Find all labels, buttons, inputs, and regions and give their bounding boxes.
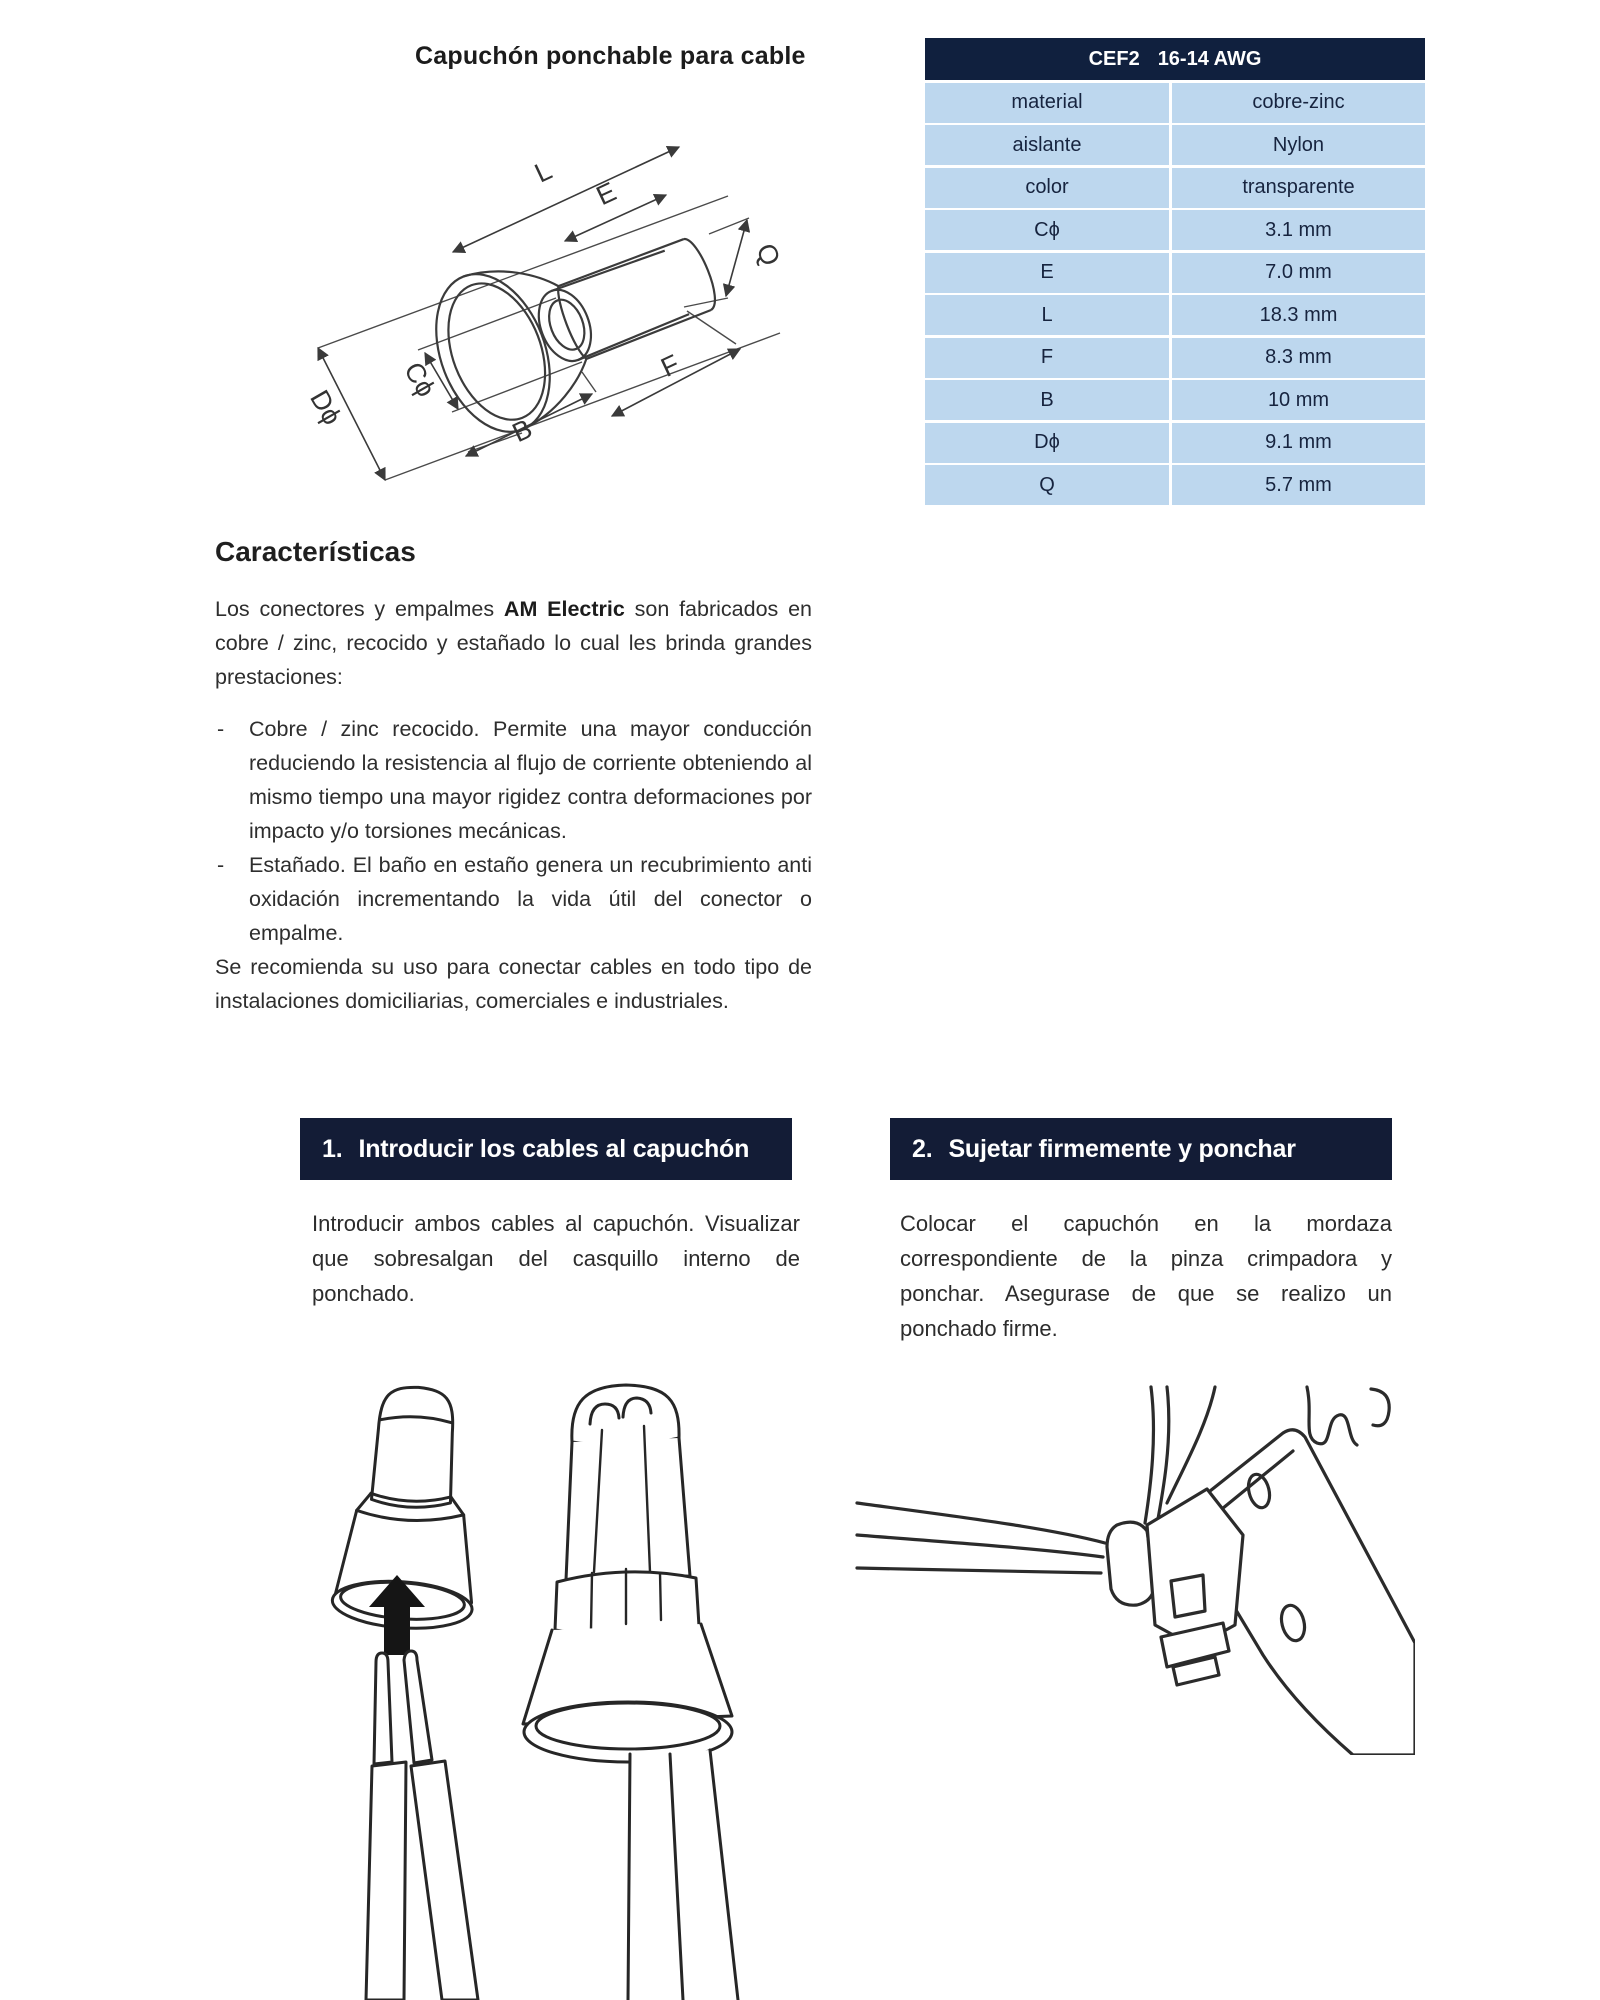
row-label: E xyxy=(925,253,1169,293)
table-row xyxy=(925,210,1425,250)
row-label: B xyxy=(925,380,1169,420)
step2-text: Colocar el capuchón en la mordaza correspondiente de la pinza crimpadora y ponchar. Asegurase de que se realizo un ponchado firme. xyxy=(900,1211,1392,1341)
cap-outline xyxy=(415,194,737,448)
table-row xyxy=(925,295,1425,335)
spec-gauge: 16-14 AWG xyxy=(1157,47,1262,70)
step2-header xyxy=(890,1118,1392,1180)
step2-number: 2. xyxy=(912,1134,933,1163)
table-row xyxy=(925,338,1425,378)
witness-lines xyxy=(318,196,780,480)
dim-label-f: F xyxy=(656,348,685,383)
dim-label-q: Q xyxy=(750,239,787,270)
features-body xyxy=(215,592,812,1036)
row-value: 10 mm xyxy=(1172,380,1425,420)
step1-number: 1. xyxy=(322,1134,343,1163)
table-row xyxy=(925,83,1425,123)
row-label: Dϕ xyxy=(925,423,1169,463)
row-value: cobre-zinc xyxy=(1172,83,1425,123)
row-label: L xyxy=(925,295,1169,335)
row-label: material xyxy=(925,83,1169,123)
row-value: 3.1 mm xyxy=(1172,210,1425,250)
dim-label-e: E xyxy=(591,176,621,212)
row-label: color xyxy=(925,168,1169,208)
step1-title: Introducir los cables al capuchón xyxy=(358,1134,750,1163)
table-row xyxy=(925,253,1425,293)
page-title: Capuchón ponchable para cable xyxy=(415,42,806,70)
features-heading: Características xyxy=(215,536,416,567)
row-label: F xyxy=(925,338,1169,378)
bullet-text: Cobre / zinc recocido. Permite una mayor conducción reduciendo la resistencia al flujo de corriente obteniendo al mismo tiempo una mayor rigidez contra deformaciones por impacto y/o torsiones mecánicas. xyxy=(249,717,812,843)
step1-text: Introducir ambos cables al capuchón. Visualizar que sobresalgan del casquillo interno de ponchado. xyxy=(312,1211,800,1306)
row-value: transparente xyxy=(1172,168,1425,208)
spec-model: CEF2 xyxy=(1088,47,1140,70)
row-value: 5.7 mm xyxy=(1172,465,1425,505)
table-row xyxy=(925,125,1425,165)
cap-assembled-view xyxy=(523,1385,738,2000)
dim-label-dphi: Dϕ xyxy=(304,385,348,430)
table-row xyxy=(925,380,1425,420)
table-row xyxy=(925,423,1425,463)
brand-name: AM Electric xyxy=(503,597,625,621)
list-item xyxy=(215,712,812,848)
spec-table xyxy=(925,38,1425,505)
cap-exploded-view xyxy=(331,1382,487,2000)
row-value: 7.0 mm xyxy=(1172,253,1425,293)
step1-illustration xyxy=(280,1372,820,2000)
list-item xyxy=(215,848,812,950)
crimping-tool-drawing xyxy=(857,1387,1415,1755)
bullet-text: Estañado. El baño en estaño genera un recubrimiento anti oxidación incrementando la vida útil del conector o empalme. xyxy=(249,853,812,945)
dim-label-cphi: Cϕ xyxy=(398,357,442,402)
row-label: Cϕ xyxy=(925,210,1169,250)
table-row xyxy=(925,465,1425,505)
table-row xyxy=(925,168,1425,208)
row-value: 18.3 mm xyxy=(1172,295,1425,335)
dim-label-b: B xyxy=(507,413,537,449)
features-closing: Se recomienda su uso para conectar cables en todo tipo de instalaciones domiciliarias, comerciales e industriales. xyxy=(215,955,812,1013)
row-value: Nylon xyxy=(1172,125,1425,165)
step1-header xyxy=(300,1118,792,1180)
row-value: 8.3 mm xyxy=(1172,338,1425,378)
bullet-marker: - xyxy=(217,717,225,741)
features-intro: Los conectores y empalmes AM Electric son fabricados en cobre / zinc, recocido y estañado lo cual les brinda grandes prestaciones: xyxy=(215,597,812,689)
row-label: Q xyxy=(925,465,1169,505)
technical-drawing xyxy=(260,100,800,530)
dim-label-l: L xyxy=(530,155,557,189)
spec-table-header xyxy=(925,38,1425,80)
bullet-marker: - xyxy=(217,853,225,877)
row-label: aislante xyxy=(925,125,1169,165)
step2-title: Sujetar firmemente y ponchar xyxy=(948,1134,1296,1163)
step2-illustration xyxy=(855,1385,1415,1755)
row-value: 9.1 mm xyxy=(1172,423,1425,463)
